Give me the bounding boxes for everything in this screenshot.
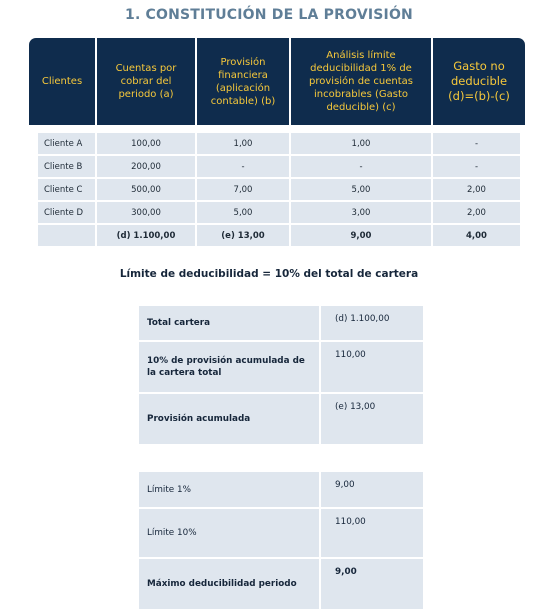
header-provision-financiera: Provisión financiera (aplicación contable) (b) (197, 38, 289, 125)
cell-value: - (433, 133, 520, 154)
summary-value: (d) 1.100,00 (321, 306, 423, 340)
cell-value: 1,00 (291, 133, 431, 154)
header-clientes: Clientes (29, 38, 95, 125)
summary-label: Límite 1% (139, 472, 319, 507)
summary-label: Límite 10% (139, 509, 319, 557)
cell-total-label (38, 225, 95, 246)
summary-value: 110,00 (321, 509, 423, 557)
header-gasto-no-deducible: Gasto no deducible (d)=(b)-(c) (433, 38, 525, 125)
cell-value: 3,00 (291, 202, 431, 223)
cell-client-name: Cliente A (38, 133, 95, 154)
cell-value: 7,00 (197, 179, 289, 200)
cell-value: - (197, 156, 289, 177)
cell-total: 4,00 (433, 225, 520, 246)
cell-client-name: Cliente C (38, 179, 95, 200)
summary-label: Total cartera (139, 306, 319, 340)
cell-value: - (433, 156, 520, 177)
cell-value: 1,00 (197, 133, 289, 154)
cell-client-name: Cliente B (38, 156, 95, 177)
cell-value: 200,00 (97, 156, 195, 177)
cell-total: 9,00 (291, 225, 431, 246)
summary-value: 9,00 (321, 472, 423, 507)
summary-value: 110,00 (321, 342, 423, 392)
summary-label: Máximo deducibilidad periodo (139, 559, 319, 609)
cell-value: 5,00 (291, 179, 431, 200)
deductibility-limit-heading: Límite de deducibilidad = 10% del total de cartera (119, 268, 419, 280)
summary-label: Provisión acumulada (139, 394, 319, 444)
cell-value: 5,00 (197, 202, 289, 223)
summary-label: 10% de provisión acumulada de la cartera total (139, 342, 319, 392)
cell-total: (e) 13,00 (197, 225, 289, 246)
page-title: 1. CONSTITUCIÓN DE LA PROVISIÓN (125, 7, 413, 23)
cell-client-name: Cliente D (38, 202, 95, 223)
cell-value: - (291, 156, 431, 177)
header-analisis-limite: Análisis límite deducibilidad 1% de provisión de cuentas incobrables (Gasto deducible) (c) (291, 38, 431, 125)
cell-value: 100,00 (97, 133, 195, 154)
cell-total: (d) 1.100,00 (97, 225, 195, 246)
summary-value: (e) 13,00 (321, 394, 423, 444)
cell-value: 300,00 (97, 202, 195, 223)
summary-value: 9,00 (321, 559, 423, 609)
cell-value: 2,00 (433, 202, 520, 223)
header-cuentas-por-cobrar: Cuentas por cobrar del periodo (a) (97, 38, 195, 125)
cell-value: 500,00 (97, 179, 195, 200)
cell-value: 2,00 (433, 179, 520, 200)
